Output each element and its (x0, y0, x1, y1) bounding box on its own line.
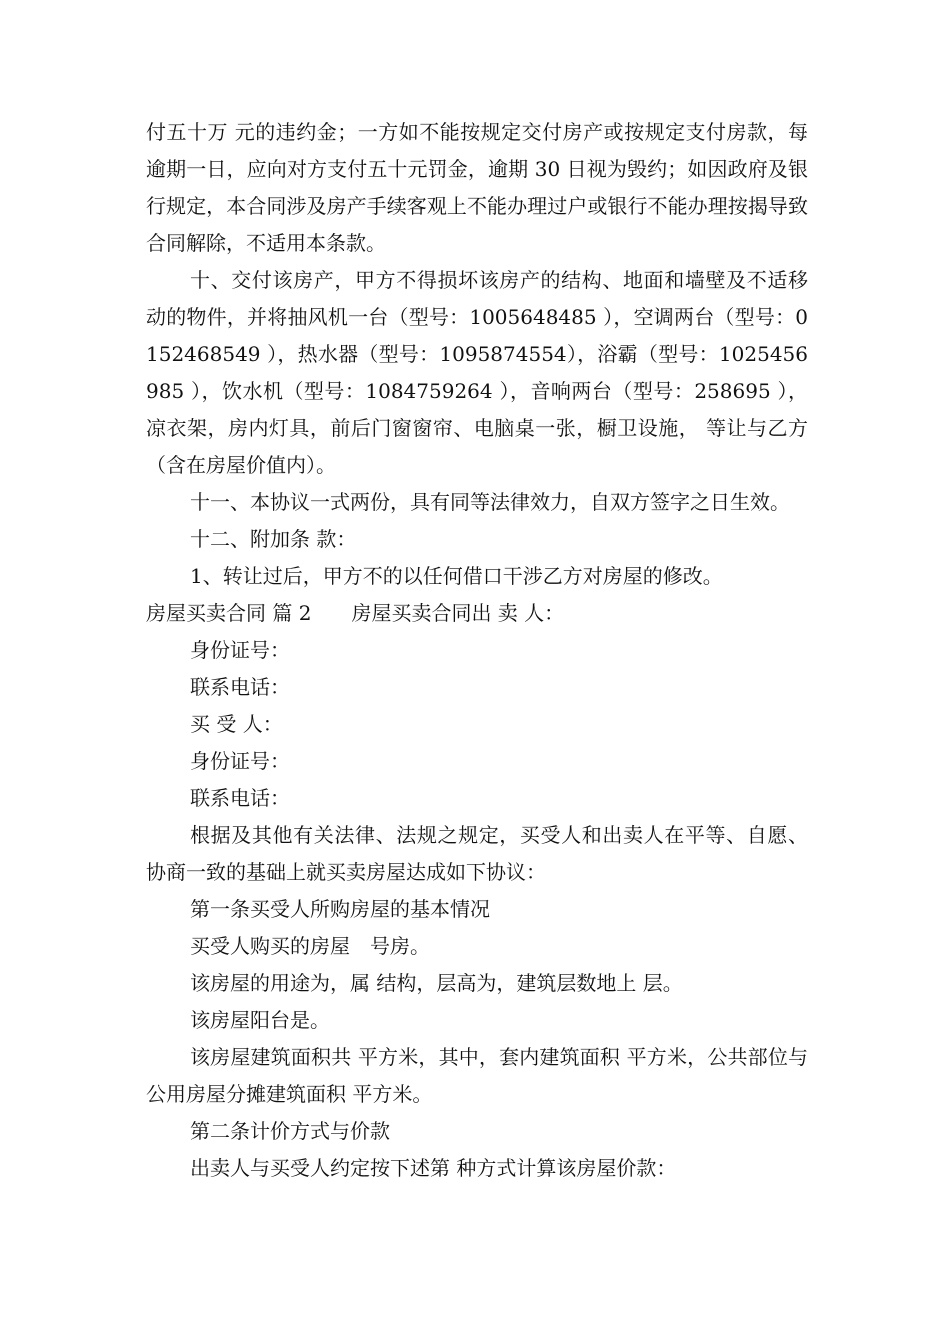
paragraph-house-usage: 该房屋的用途为，属 结构，层高为，建筑层数地上 层。 (190, 971, 683, 995)
paragraph-breach-penalty: 付五十万 元的违约金；一方如不能按规定交付房产或按规定支付房款，每逾期一日，应向对方支付五十元罚金，逾期 30 日视为毁约；如因政府及银行规定，本合同涉及房产手续客观上不能办理过户或银行不能办理按揭导致合同解除，不适用本条款。 (146, 120, 808, 255)
field-buyer-id-number: 身份证号： (190, 749, 290, 773)
section-heading-contract-2: 房屋买卖合同 篇 2 房屋买卖合同出 卖 人： (146, 601, 565, 625)
paragraph-house-number: 买受人购买的房屋 号房。 (190, 934, 430, 958)
paragraph-agreement-basis: 根据及其他有关法律、法规之规定，买受人和出卖人在平等、自愿、协商一致的基础上就买卖房屋达成如下协议： (146, 823, 808, 884)
paragraph-pricing-method: 出卖人与买受人约定按下述第 种方式计算该房屋价款： (190, 1156, 677, 1180)
heading-article-2: 第二条计价方式与价款 (190, 1119, 390, 1143)
field-seller-phone: 联系电话： (190, 675, 290, 699)
paragraph-floor-area: 该房屋建筑面积共 平方米，其中，套内建筑面积 平方米，公共部位与公用房屋分摊建筑面积 平方米。 (146, 1045, 808, 1106)
field-buyer-phone: 联系电话： (190, 786, 290, 810)
heading-article-1: 第一条买受人所购房屋的基本情况 (190, 897, 490, 921)
document-body (146, 114, 808, 1187)
paragraph-article-12: 十二、附加条 款： (190, 527, 357, 551)
field-buyer: 买 受 人： (190, 712, 283, 736)
paragraph-article-10: 十、交付该房产，甲方不得损坏该房产的结构、地面和墙壁及不适移动的物件，并将抽风机一台（型号：1005648485 ），空调两台（型号：0152468549 ），热水器（型号：1095874554），浴霸（型号：1025456985 ），饮水机（型号：1084759264 ），音响两台（型号：258695 ），凉衣架，房内灯具，前后门窗窗帘、电脑桌一张，橱卫设施， 等让与乙方（含在房屋价值内）。 (146, 268, 808, 477)
paragraph-article-11: 十一、本协议一式两份，具有同等法律效力，自双方签字之日生效。 (190, 490, 790, 514)
paragraph-balcony: 该房屋阳台是。 (190, 1008, 330, 1032)
field-seller-id-number: 身份证号： (190, 638, 290, 662)
paragraph-additional-1: 1、转让过后，甲方不的以任何借口干涉乙方对房屋的修改。 (190, 564, 723, 588)
